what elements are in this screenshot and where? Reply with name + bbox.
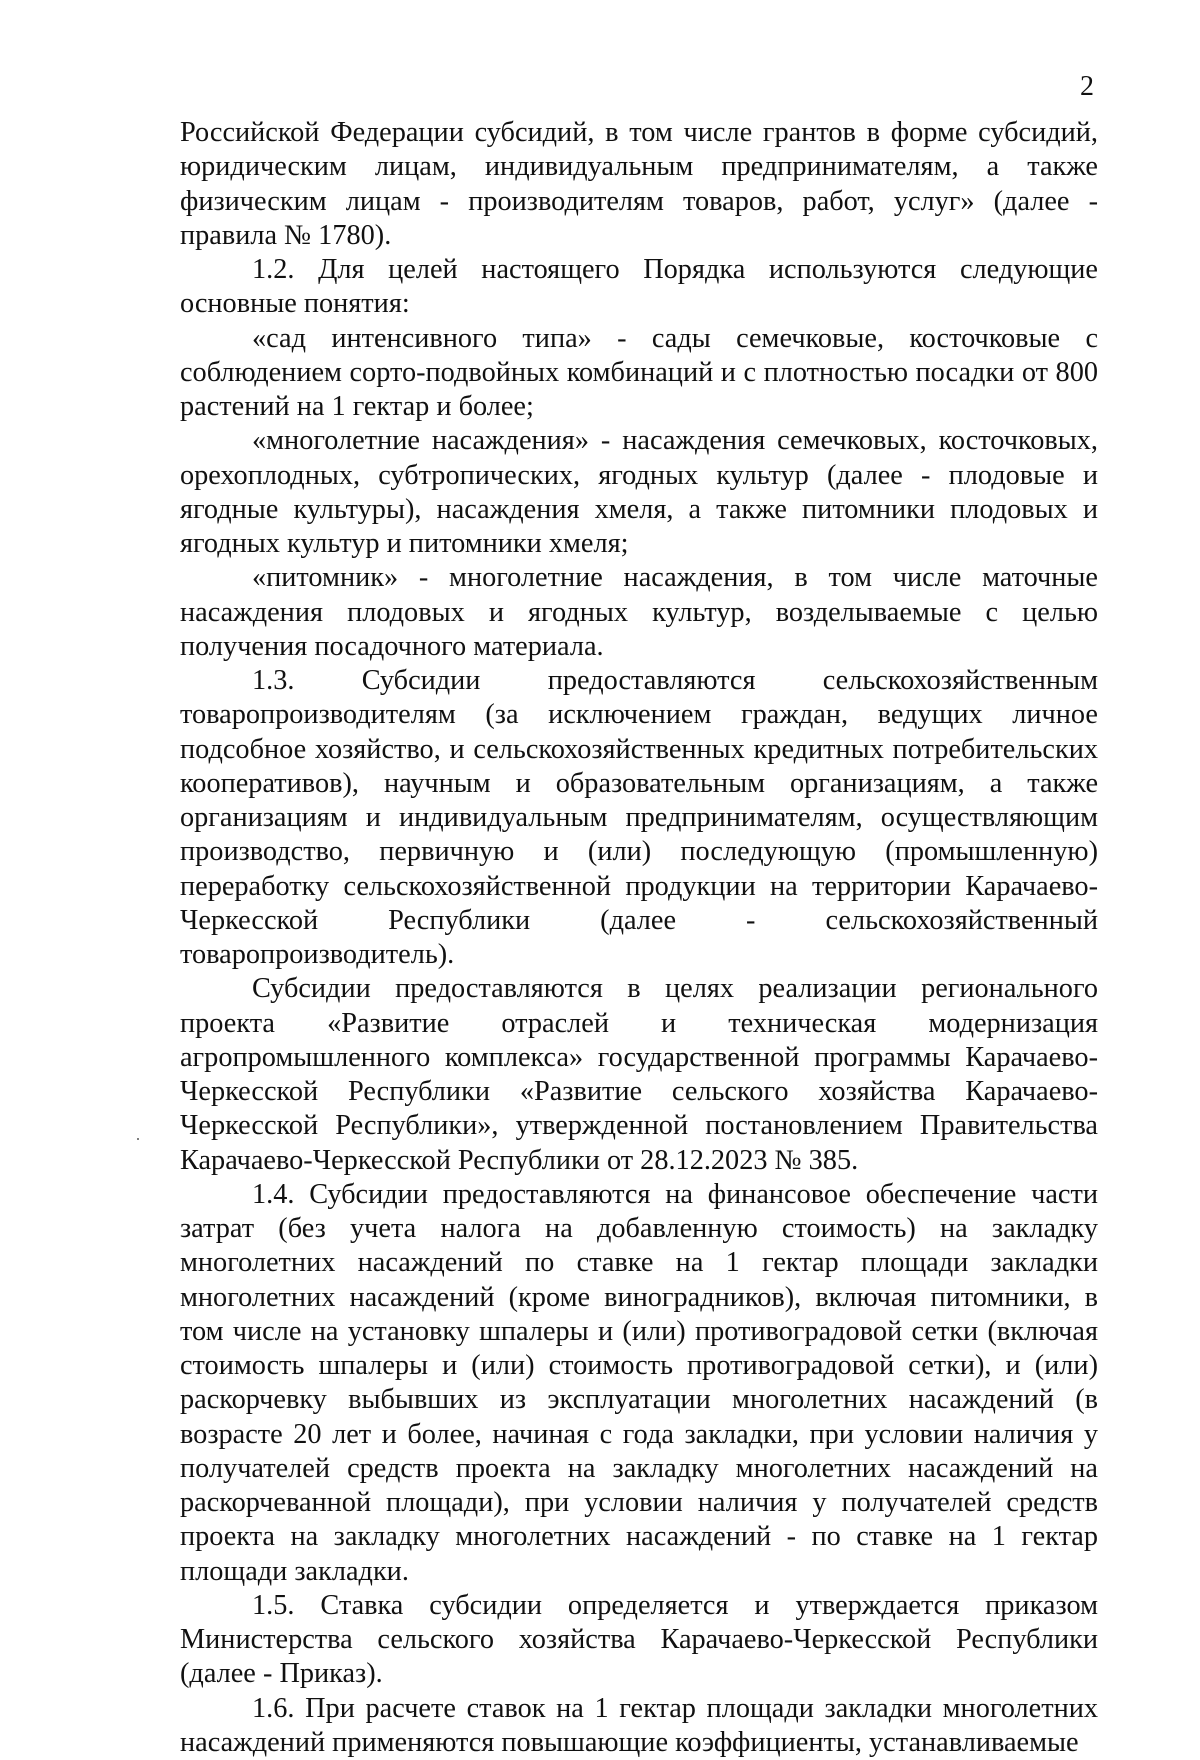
definition-perennial-plantings: «многолетние насаждения» - насаждения семечковых, косточковых, орехоплодных, субтропических, ягодных культур (далее - плодовые и ягодные культуры), насаждения хмеля, а также питомники плодовых и ягодных культур и питомники хмеля; bbox=[180, 424, 1098, 561]
paragraph-1-5: 1.5. Ставка субсидии определяется и утверждается приказом Министерства сельского хозяйства Карачаево-Черкесской Республики (далее - Приказ). bbox=[180, 1589, 1098, 1692]
page-number: 2 bbox=[1080, 70, 1094, 104]
paragraph-subsidy-purpose: Субсидии предоставляются в целях реализации регионального проекта «Развитие отраслей и техническая модернизация агропромышленного комплекса» государственной программы Карачаево-Черкесской Республики «Развитие сельского хозяйства Карачаево-Черкесской Республики», утвержденной постановлением Правительства Карачаево-Черкесской Республики от 28.12.2023 № 385. bbox=[180, 972, 1098, 1178]
paragraph-1-3: 1.3. Субсидии предоставляются сельскохозяйственным товаропроизводителям (за исключением граждан, ведущих личное подсобное хозяйство, и сельскохозяйственных кредитных потребительских кооперативов), научным и образовательным организациям, а также организациям и индивидуальным предпринимателям, осуществляющим производство, первичную и (или) последующую (промышленную) переработку сельскохозяйственной продукции на территории Карачаево-Черкесской Республики (далее - сельскохозяйственный товаропроизводитель). bbox=[180, 664, 1098, 972]
paragraph-continuation: Российской Федерации субсидий, в том числе грантов в форме субсидий, юридическим лицам, индивидуальным предпринимателям, а также физическим лицам - производителям товаров, работ, услуг» (далее - правила № 1780). bbox=[180, 116, 1098, 253]
paragraph-1-2: 1.2. Для целей настоящего Порядка используются следующие основные понятия: bbox=[180, 253, 1098, 322]
scan-speck bbox=[137, 1138, 139, 1140]
document-body bbox=[180, 116, 1098, 1760]
definition-nursery: «питомник» - многолетние насаждения, в том числе маточные насаждения плодовых и ягодных культур, возделываемые с целью получения посадочного материала. bbox=[180, 561, 1098, 664]
definition-intensive-garden: «сад интенсивного типа» - сады семечковые, косточковые с соблюдением сорто-подвойных комбинаций и с плотностью посадки от 800 растений на 1 гектар и более; bbox=[180, 322, 1098, 425]
paragraph-1-6: 1.6. При расчете ставок на 1 гектар площади закладки многолетних насаждений применяются повышающие коэффициенты, устанавливаемые bbox=[180, 1692, 1098, 1760]
paragraph-1-4: 1.4. Субсидии предоставляются на финансовое обеспечение части затрат (без учета налога на добавленную стоимость) на закладку многолетних насаждений по ставке на 1 гектар площади закладки многолетних насаждений (кроме виноградников), включая питомники, в том числе на установку шпалеры и (или) противоградовой сетки (включая стоимость шпалеры и (или) стоимость противоградовой сетки), и (или) раскорчевку выбывших из эксплуатации многолетних насаждений (в возрасте 20 лет и более, начиная с года закладки, при условии наличия у получателей средств проекта на закладку многолетних насаждений на раскорчеванной площади), при условии наличия у получателей средств проекта на закладку многолетних насаждений - по ставке на 1 гектар площади закладки. bbox=[180, 1178, 1098, 1589]
